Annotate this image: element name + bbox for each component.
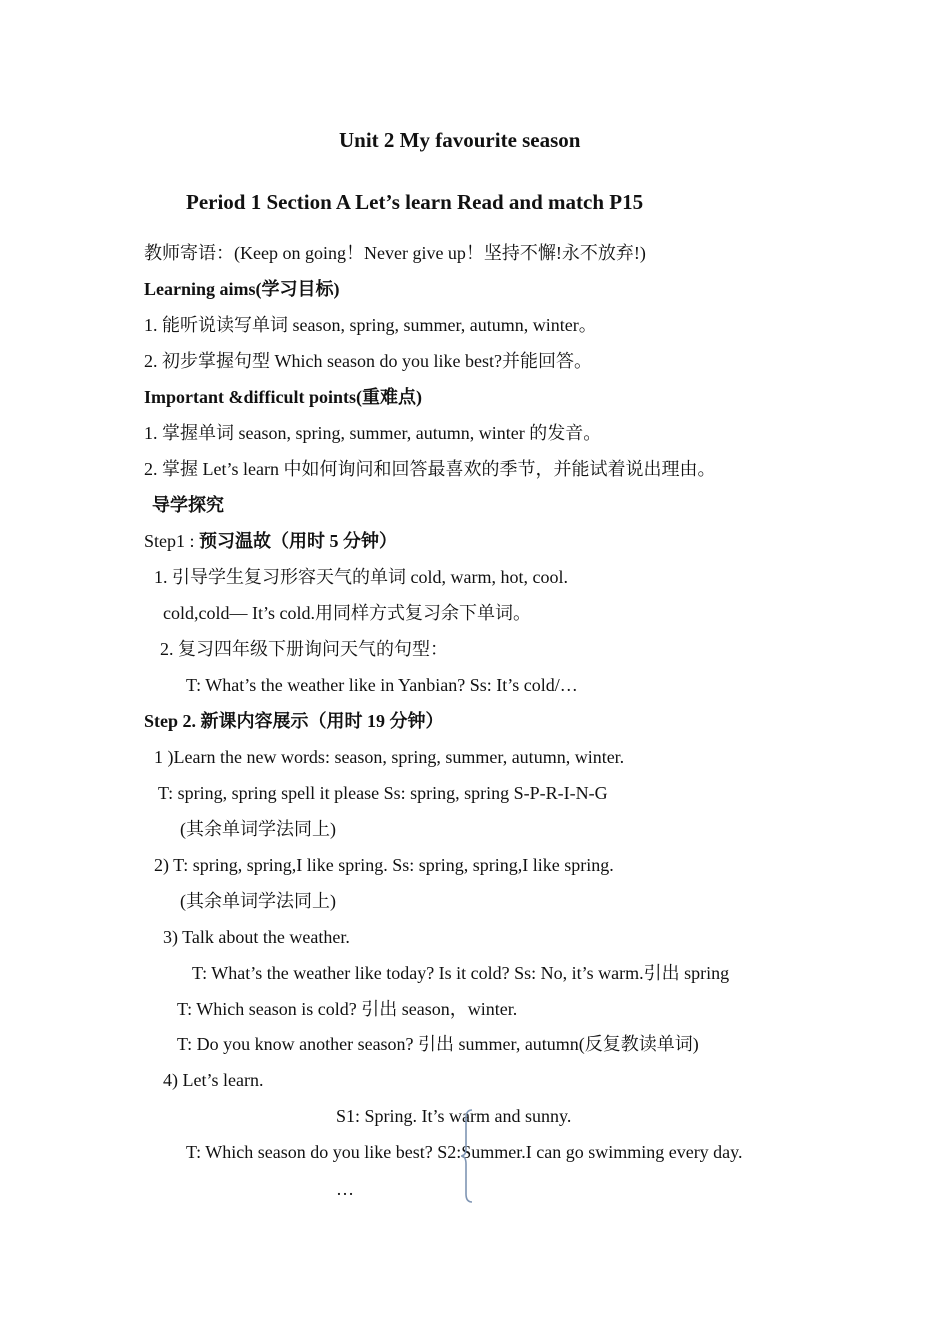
step1-line: 2. 复习四年级下册询问天气的句型： (160, 639, 448, 659)
step1-line: cold,cold— It’s cold.用同样方式复习余下单词。 (163, 603, 531, 623)
step2-line: 4) Let’s learn. (163, 1070, 264, 1090)
step1-prefix: Step1 : (144, 531, 200, 551)
step2-line: 2) T: spring, spring,I like spring. Ss: spring, spring,I like spring. (154, 855, 614, 875)
step1-line: T: What’s the weather like in Yanbian? Ss: It’s cold/… (186, 675, 578, 695)
step2-line: (其余单词学法同上) (180, 819, 336, 839)
aim-item: 1. 能听说读写单词 season, spring, summer, autumn, winter。 (144, 315, 597, 335)
step2-heading: Step 2. 新课内容展示（用时 19 分钟） (144, 711, 444, 731)
step2-line: 1 )Learn the new words: season, spring, summer, autumn, winter. (154, 747, 625, 767)
step2-line: T: Which season is cold? 引出 season，winter. (177, 999, 518, 1019)
point-item: 1. 掌握单词 season, spring, summer, autumn, winter 的发音。 (144, 423, 602, 443)
step2-line: S1: Spring. It’s warm and sunny. (336, 1106, 572, 1126)
step2-line: T: spring, spring spell it please Ss: spring, spring S-P-R-I-N-G (158, 783, 608, 803)
curly-brace (458, 1108, 478, 1204)
aim-item: 2. 初步掌握句型 Which season do you like best?并能回答。 (144, 351, 592, 371)
document-subtitle: Period 1 Section A Let’s learn Read and match P15 (186, 190, 644, 214)
step1-title: 预习温故（用时 5 分钟） (199, 531, 398, 551)
aims-heading: Learning aims(学习目标) (144, 279, 340, 299)
point-item: 2. 掌握 Let’s learn 中如何询问和回答最喜欢的季节，并能试着说出理由。 (144, 459, 716, 479)
step2-line: T: Which season do you like best? S2:Summer.I can go swimming every day. (186, 1142, 743, 1162)
step2-line: T: What’s the weather like today? Is it cold? Ss: No, it’s warm.引出 spring (192, 963, 730, 983)
step1-line: 1. 引导学生复习形容天气的单词 cold, warm, hot, cool. (154, 567, 568, 587)
guide-heading: 导学探究 (152, 495, 224, 515)
curly-brace-path (461, 1110, 472, 1202)
document-title: Unit 2 My favourite season (339, 128, 581, 152)
step2-line: (其余单词学法同上) (180, 891, 336, 911)
points-heading: Important &difficult points(重难点) (144, 387, 422, 407)
teacher-motto: 教师寄语：(Keep on going！Never give up！坚持不懈!永不放弃!) (144, 243, 646, 263)
step2-line: 3) Talk about the weather. (163, 927, 350, 947)
step2-line: … (336, 1179, 354, 1199)
step1-heading (144, 530, 397, 552)
step2-line: T: Do you know another season? 引出 summer, autumn(反复教读单词) (177, 1034, 699, 1054)
